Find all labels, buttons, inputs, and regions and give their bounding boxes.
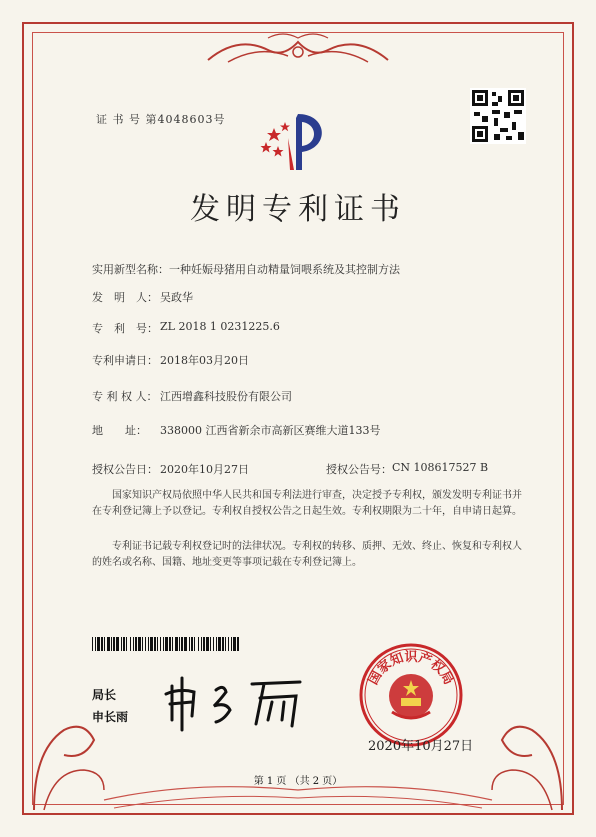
- page-indicator: 第 1 页 （共 2 页）: [253, 776, 343, 787]
- barcode-bar: [218, 637, 221, 651]
- grant-no-label: 授权公告号：: [326, 463, 392, 476]
- barcode-bar: [123, 637, 125, 651]
- barcode-bar: [145, 637, 146, 651]
- barcode-bar: [216, 637, 217, 651]
- barcode-bar: [121, 637, 122, 651]
- barcode-bar: [97, 637, 100, 651]
- patent-no-label: 专 利 号：: [92, 322, 158, 335]
- barcode-bar: [154, 637, 156, 651]
- barcode-bar: [142, 637, 143, 651]
- barcode-bar: [165, 637, 168, 651]
- barcode-bar: [157, 637, 158, 651]
- signer-name: 申长雨: [92, 710, 129, 724]
- barcode-bar: [163, 637, 164, 651]
- address-value: 338000 江西省新余市高新区赛维大道133号: [160, 424, 381, 437]
- barcode-bar: [191, 637, 193, 651]
- barcode-bar: [203, 637, 205, 651]
- seal-date: 2020年10月27日: [368, 739, 474, 754]
- barcode-bar: [233, 637, 236, 651]
- barcode-bar: [228, 637, 229, 651]
- address-label: 地 址：: [92, 424, 147, 437]
- patentee-label: 专 利 权 人：: [92, 390, 158, 403]
- barcode-bar: [189, 637, 190, 651]
- barcode-bar: [169, 637, 171, 651]
- barcode-bar: [237, 637, 239, 651]
- barcode-bar: [95, 637, 96, 651]
- legal-status-paragraph: 专利证书记载专利权登记时的法律状况。专利权的转移、质押、无效、终止、恢复和专利权人的姓名或名称、国籍、地址变更等事项记载在专利登记簿上。: [92, 541, 522, 568]
- barcode-bar: [160, 637, 161, 651]
- inventor-label: 发 明 人：: [92, 291, 158, 304]
- barcode-bar: [206, 637, 209, 651]
- barcode-bar: [133, 637, 134, 651]
- grant-date-value: 2020年10月27日: [160, 463, 249, 476]
- barcode-bar: [213, 637, 214, 651]
- cnipa-logo-icon: [258, 108, 336, 174]
- barcode-bar: [101, 637, 103, 651]
- barcode-bar: [113, 637, 115, 651]
- barcode-bar: [210, 637, 211, 651]
- top-ornament: [198, 30, 398, 70]
- barcode-bar: [172, 637, 173, 651]
- signer-title: 局长: [92, 688, 117, 702]
- grant-date-label: 授权公告日：: [92, 463, 158, 476]
- filing-date-value: 2018年03月20日: [160, 354, 249, 367]
- barcode-bar: [198, 637, 199, 651]
- barcode-bar: [148, 637, 149, 651]
- barcode-bar: [231, 637, 232, 651]
- barcode-bar: [184, 637, 187, 651]
- patentee-value: 江西增鑫科技股份有限公司: [160, 390, 292, 403]
- qr-code-icon: [470, 88, 526, 144]
- patent-no-value: ZL 2018 1 0231225.6: [160, 320, 280, 333]
- barcode-bar: [222, 637, 224, 651]
- barcode-bar: [181, 637, 183, 651]
- seal-text: 国家知识产权局: [365, 650, 457, 688]
- invention-name: 实用新型名称：一种妊娠母猪用自动精量饲喂系统及其控制方法: [92, 263, 400, 276]
- barcode-bar: [175, 637, 178, 651]
- certificate-title: 发明专利证书: [190, 192, 406, 227]
- barcode-bar: [126, 637, 127, 651]
- handwritten-signature: [160, 672, 310, 732]
- barcode-bar: [111, 637, 112, 651]
- barcode-bar: [150, 637, 153, 651]
- filing-date-label: 专利申请日：: [92, 354, 158, 367]
- barcode-bar: [179, 637, 180, 651]
- certificate-number: 证 书 号 第4048603号: [96, 113, 226, 126]
- barcode-bar: [107, 637, 110, 651]
- barcode-bar: [92, 637, 93, 651]
- barcode-bar: [194, 637, 195, 651]
- barcode-bar: [201, 637, 202, 651]
- inventor-value: 吴政华: [160, 291, 193, 304]
- barcode-bar: [138, 637, 141, 651]
- grant-paragraph: 国家知识产权局依照中华人民共和国专利法进行审查，决定授予专利权，颁发发明专利证书并在专利登记簿上予以登记。专利权自授权公告之日起生效。专利权期限为二十年，自申请日起算。: [92, 490, 522, 517]
- barcode-bar: [130, 637, 131, 651]
- barcode-bar: [116, 637, 119, 651]
- official-seal: [356, 640, 466, 750]
- barcode-bar: [104, 637, 105, 651]
- barcode-bar: [225, 637, 226, 651]
- barcode-bar: [135, 637, 137, 651]
- grant-no-value: CN 108617527 B: [392, 461, 489, 474]
- barcode-icon: [92, 637, 240, 651]
